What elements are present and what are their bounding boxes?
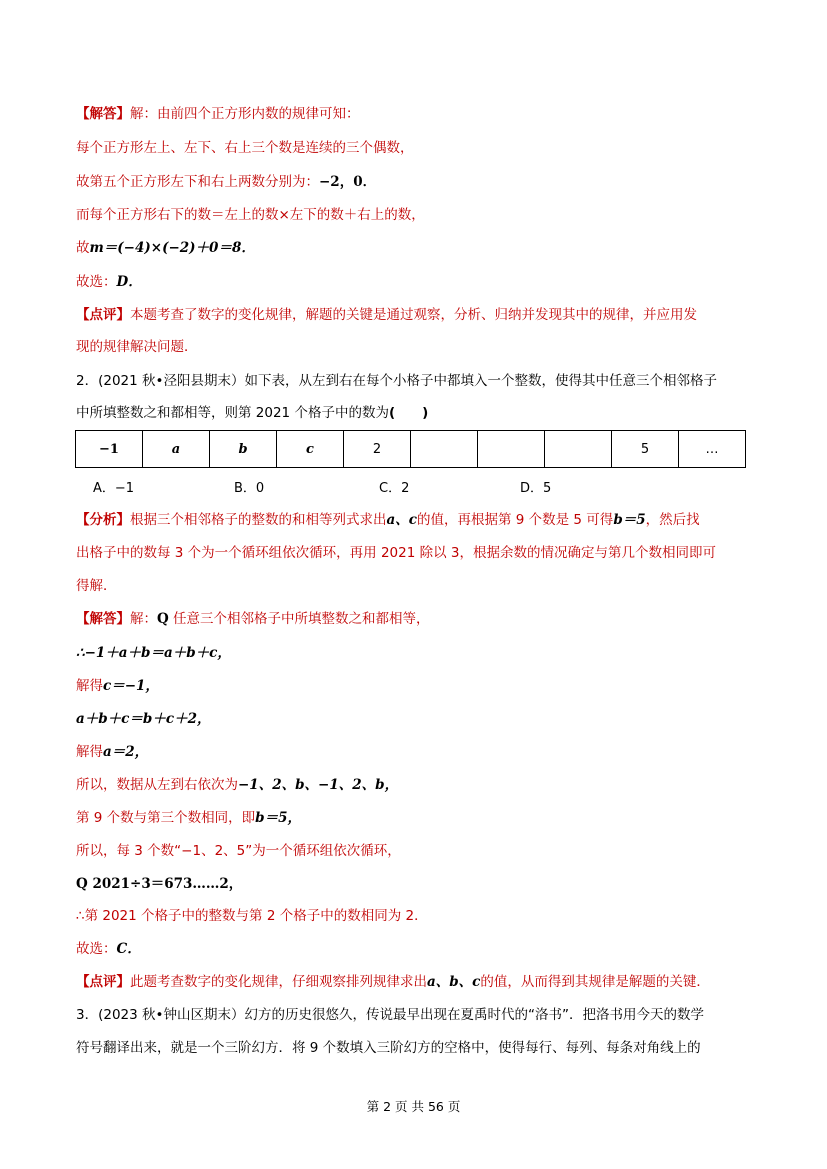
q2-answer-text: 解： bbox=[130, 611, 157, 627]
analysis-math2: b＝5 bbox=[613, 512, 646, 528]
analysis-text: 根据三个相邻格子的整数的和相等列式求出 bbox=[130, 512, 387, 528]
analysis-tag: 【分析】 bbox=[76, 512, 130, 528]
q2-stem-line1: 2．(2021 秋•泾阳县期末）如下表，从左到右在每个小格子中都填入一个整数，使得其中任意三个相邻格子 bbox=[76, 373, 717, 389]
analysis-text3: ，然后找 bbox=[645, 512, 700, 528]
ninth-pre: 第 9 个数与第三个数相同，即 bbox=[76, 810, 256, 826]
q2-answer-paren: ( ) bbox=[388, 405, 429, 421]
review-1 bbox=[76, 305, 697, 325]
number-grid bbox=[75, 430, 746, 468]
choose-math: C． bbox=[116, 941, 141, 957]
review2-math: a、b、c bbox=[427, 974, 481, 990]
ninth-line bbox=[76, 808, 301, 828]
review-tag: 【点评】 bbox=[76, 307, 130, 323]
q2-answer-text2: 任意三个相邻格子中所填整数之和都相等， bbox=[168, 611, 430, 627]
q2-answer-intro bbox=[76, 609, 430, 629]
grid-cell bbox=[478, 431, 545, 468]
sequence-line bbox=[76, 775, 398, 795]
option-b: B．0 bbox=[234, 481, 265, 496]
loop-line: 所以，每 3 个数“−1、2、5”为一个循环组依次循环， bbox=[76, 843, 401, 859]
grid-cell: b bbox=[210, 431, 277, 468]
review2-text2: 的值，从而得到其规律是解题的关键． bbox=[480, 974, 710, 990]
sequence-math: −1、2、b、−1、2、b， bbox=[238, 777, 399, 793]
conclusion-line: ∴第 2021 个格子中的整数与第 2 个格子中的数相同为 2． bbox=[76, 908, 428, 924]
eq4-pre: 解得 bbox=[76, 744, 103, 760]
q3-stem-line1: 3．(2023 秋•钟山区期末）幻方的历史很悠久，传说最早出现在夏禹时代的“洛书”．把洛书用今天的数学 bbox=[76, 1007, 704, 1023]
review2-tag: 【点评】 bbox=[76, 974, 130, 990]
grid-cell: 5 bbox=[612, 431, 679, 468]
s1-line5-math: m＝(−4)×(−2)＋0＝8． bbox=[89, 240, 255, 256]
grid-cell: … bbox=[679, 431, 746, 468]
s1-line2: 每个正方形左上、左下、右上三个数是连续的三个偶数， bbox=[76, 140, 414, 156]
grid-cell: a bbox=[143, 431, 210, 468]
review-text: 本题考查了数字的变化规律，解题的关键是通过观察，分析、归纳并发现其中的规律，并应用发 bbox=[130, 307, 697, 323]
grid-cell: −1 bbox=[76, 431, 143, 468]
eq3: a＋b＋c＝b＋c＋2， bbox=[76, 711, 211, 727]
s1-line5 bbox=[76, 238, 255, 258]
s1-line3-text: 故第五个正方形左下和右上两数分别为： bbox=[76, 174, 319, 190]
s1-line6-math: D． bbox=[116, 274, 142, 290]
s1-line5-pre: 故 bbox=[76, 240, 90, 256]
analysis-line3: 得解． bbox=[76, 578, 117, 594]
analysis-line1 bbox=[76, 510, 700, 530]
s1-line3 bbox=[76, 172, 376, 192]
eq1: ∴−1＋a＋b＝a＋b＋c， bbox=[76, 645, 231, 661]
choose-pre: 故选： bbox=[76, 941, 117, 957]
option-a: A．−1 bbox=[93, 481, 135, 496]
analysis-text2: 的值，再根据第 9 个数是 5 可得 bbox=[416, 512, 614, 528]
answer-text: 解：由前四个正方形内数的规律可知： bbox=[130, 106, 360, 122]
analysis-math: a、c bbox=[386, 512, 417, 528]
q2-answer-tag: 【解答】 bbox=[76, 611, 130, 627]
s1-line3-math: −2，0． bbox=[319, 174, 377, 190]
grid-cell bbox=[411, 431, 478, 468]
grid-cell: 2 bbox=[344, 431, 411, 468]
review2-text: 此题考查数字的变化规律，仔细观察排列规律求出 bbox=[130, 974, 427, 990]
choose-line bbox=[76, 939, 141, 959]
q2-stem-text: 中所填整数之和都相等，则第 2021 个格子中的数为 bbox=[76, 405, 389, 421]
grid-cell: c bbox=[277, 431, 344, 468]
s1-line6 bbox=[76, 272, 142, 292]
option-d: D．5 bbox=[520, 481, 552, 496]
q3-stem-line2: 符号翻译出来，就是一个三阶幻方．将 9 个数填入三阶幻方的空格中，使得每行、每列、每条对角线上的 bbox=[76, 1040, 701, 1056]
eq2-math: c＝−1， bbox=[103, 678, 159, 694]
q2-stem-line2 bbox=[76, 403, 428, 423]
answer-intro bbox=[76, 104, 360, 124]
answer-tag: 【解答】 bbox=[76, 106, 130, 122]
division-line: Q 2021÷3＝673……2， bbox=[76, 876, 243, 892]
eq2 bbox=[76, 676, 159, 696]
s1-line4: 而每个正方形右下的数＝左上的数×左下的数＋右上的数， bbox=[76, 207, 425, 223]
eq2-pre: 解得 bbox=[76, 678, 103, 694]
ninth-math: b＝5， bbox=[255, 810, 302, 826]
grid-cell bbox=[545, 431, 612, 468]
eq4-math: a＝2， bbox=[103, 744, 149, 760]
page-footer: 第 2 页 共 56 页 bbox=[366, 1099, 461, 1114]
analysis-line2: 出格子中的数每 3 个为一个循环组依次循环，再用 2021 除以 3，根据余数的情况确定与第几个数相同即可 bbox=[76, 545, 716, 561]
s1-line6-pre: 故选： bbox=[76, 274, 117, 290]
sequence-pre: 所以，数据从左到右依次为 bbox=[76, 777, 238, 793]
because-symbol: Q bbox=[157, 611, 169, 627]
review-2 bbox=[76, 972, 710, 992]
option-c: C．2 bbox=[379, 481, 410, 496]
eq4 bbox=[76, 742, 148, 762]
review-1-cont: 现的规律解决问题． bbox=[76, 339, 198, 355]
